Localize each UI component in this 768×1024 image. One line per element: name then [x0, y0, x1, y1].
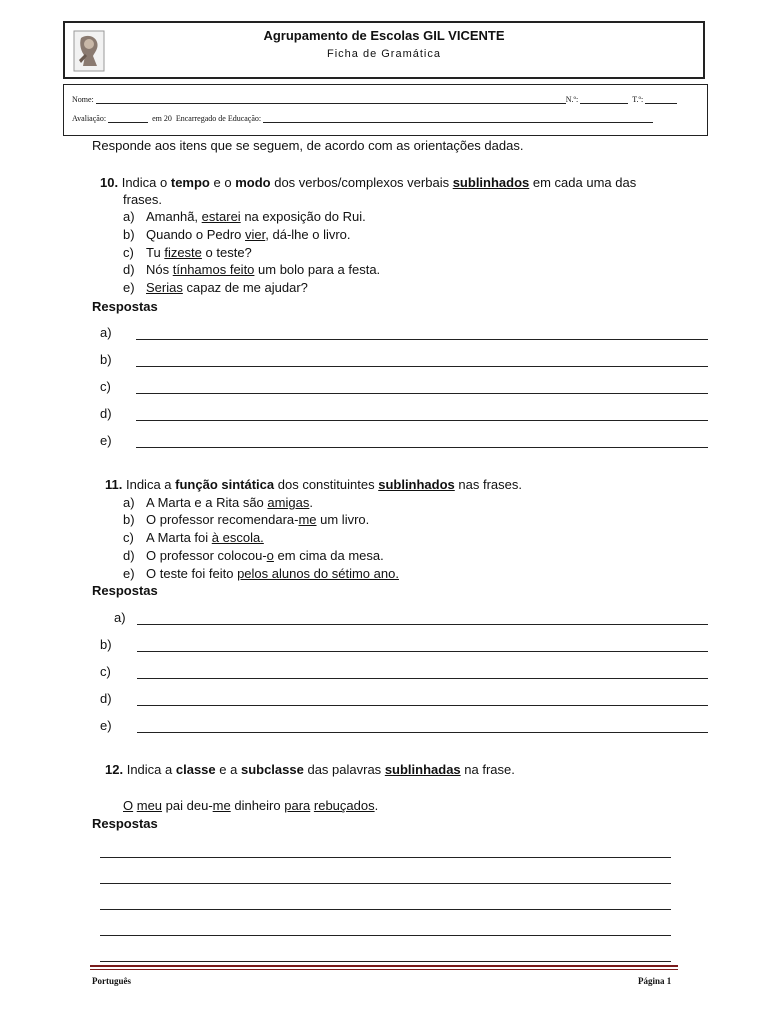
q11-item-pre: O teste foi feito	[146, 566, 234, 581]
q10-bold-tempo: tempo	[170, 175, 210, 190]
answer-line[interactable]	[136, 365, 708, 367]
q12-word-o: O	[123, 798, 134, 813]
q12-text-2: e a	[219, 762, 238, 777]
avaliacao-field[interactable]	[108, 114, 148, 123]
q11-answer-e	[100, 718, 708, 733]
q11-bold-sublinhados: sublinhados	[378, 477, 455, 492]
q12-word-me: me	[212, 798, 231, 813]
q11-number: 11.	[105, 477, 123, 492]
q10-item-c	[123, 245, 252, 260]
q11-text-2: dos constituintes	[277, 477, 375, 492]
q11-answer-b	[100, 637, 708, 652]
q10-answer-b	[100, 352, 708, 367]
answer-line[interactable]	[137, 677, 708, 679]
q10-item-underlined: Serias	[146, 280, 183, 295]
q10-answer-a	[100, 325, 708, 340]
q11-answer-a	[114, 610, 708, 625]
info-row-name	[72, 95, 700, 104]
q11-item-pre: O professor recomendara-	[146, 512, 299, 527]
answer-line[interactable]	[136, 446, 708, 448]
turma-label: T.º:	[632, 95, 644, 104]
q10-item-post: capaz de me ajudar?	[186, 280, 308, 295]
q11-text-3: nas frases.	[458, 477, 522, 492]
q10-item-letter: b)	[123, 227, 135, 242]
q12-period: .	[374, 798, 379, 813]
q10-text-4: em cada uma das	[532, 175, 637, 190]
q11-item-underlined: à escola.	[211, 530, 264, 545]
q11-item-letter: a)	[123, 495, 135, 510]
q12-heading	[105, 762, 515, 777]
turma-field[interactable]	[645, 95, 677, 104]
answer-line[interactable]	[137, 704, 708, 706]
q10-item-underlined: tínhamos feito	[172, 262, 255, 277]
q11-item-underlined: amigas	[267, 495, 310, 510]
q10-heading	[100, 175, 636, 190]
nome-label: Nome:	[72, 95, 94, 104]
numero-label: N.º:	[565, 95, 579, 104]
q11-item-pre: A Marta e a Rita são	[146, 495, 264, 510]
q10-item-pre: Quando o Pedro	[146, 227, 242, 242]
avaliacao-label: Avaliação:	[72, 114, 107, 123]
answer-letter: c)	[100, 379, 111, 394]
q11-item-a	[123, 495, 313, 510]
q10-bold-modo: modo	[235, 175, 271, 190]
q10-answer-e	[100, 433, 708, 448]
answer-letter: d)	[100, 406, 112, 421]
answer-line[interactable]	[137, 650, 708, 652]
q10-answer-d	[100, 406, 708, 421]
info-row-evaluation	[72, 114, 700, 123]
q11-item-letter: d)	[123, 548, 135, 563]
answer-line[interactable]	[136, 419, 708, 421]
q11-item-b	[123, 512, 369, 527]
answer-letter: a)	[100, 325, 112, 340]
q10-item-post: o teste?	[205, 245, 252, 260]
footer-page-number: Página 1	[638, 976, 672, 986]
q12-word-meu: meu	[136, 798, 163, 813]
q10-text-3: dos verbos/complexos verbais	[274, 175, 450, 190]
q11-answer-c	[100, 664, 708, 679]
q11-item-e	[123, 566, 399, 581]
q11-heading	[105, 477, 522, 492]
encarregado-label: Encarregado de Educação:	[175, 114, 262, 123]
q11-answer-d	[100, 691, 708, 706]
student-info-box	[63, 84, 708, 136]
date-text: em 20	[152, 114, 172, 123]
q11-item-underlined: o	[266, 548, 274, 563]
q10-item-pre: Tu	[146, 245, 161, 260]
q10-item-underlined: estarei	[201, 209, 241, 224]
q10-item-post: na exposição do Rui.	[244, 209, 366, 224]
q11-bold-funcao: função sintática	[175, 477, 275, 492]
answer-letter: d)	[100, 691, 112, 706]
q10-item-pre: Amanhã,	[146, 209, 199, 224]
numero-field[interactable]	[580, 95, 628, 104]
footer-rule-thick	[90, 965, 678, 967]
q11-item-letter: c)	[123, 530, 134, 545]
answer-line[interactable]	[137, 731, 708, 733]
answer-letter: b)	[100, 637, 112, 652]
q10-heading-line2: frases.	[123, 192, 163, 207]
q11-item-letter: b)	[123, 512, 135, 527]
q12-answer-line-2[interactable]	[100, 882, 671, 884]
q10-item-e	[123, 280, 308, 295]
nome-field[interactable]	[96, 95, 566, 104]
q10-item-pre: Nós	[146, 262, 170, 277]
q11-item-d	[123, 548, 384, 563]
q12-word-pai-deu: pai deu-	[165, 798, 213, 813]
answer-letter: a)	[114, 610, 126, 625]
intro-text: Responde aos itens que se seguem, de acordo com as orientações dadas.	[92, 138, 524, 153]
q11-item-c	[123, 530, 264, 545]
q11-text-1: Indica a	[125, 477, 172, 492]
q12-answer-line-3[interactable]	[100, 908, 671, 910]
q10-item-post: um bolo para a festa.	[258, 262, 381, 277]
q10-answer-c	[100, 379, 708, 394]
q10-number: 10.	[100, 175, 119, 190]
q11-item-underlined: pelos alunos do sétimo ano.	[237, 566, 399, 581]
q12-bold-subclasse: subclasse	[240, 762, 304, 777]
q10-respostas-label: Respostas	[92, 299, 158, 314]
q12-word-rebucados: rebuçados	[313, 798, 375, 813]
answer-letter: c)	[100, 664, 111, 679]
answer-letter: e)	[100, 433, 112, 448]
answer-line[interactable]	[136, 338, 708, 340]
answer-line[interactable]	[137, 623, 708, 625]
q10-bold-sublinhados: sublinhados	[452, 175, 530, 190]
worksheet-subtitle: Ficha de Gramática	[327, 48, 441, 60]
q10-item-underlined: fizeste	[164, 245, 202, 260]
q12-text-3: das palavras	[307, 762, 382, 777]
q10-item-underlined: vier	[245, 227, 266, 242]
q11-item-post: .	[309, 495, 313, 510]
footer-rule-thin	[90, 969, 678, 970]
q12-word-para: para	[284, 798, 311, 813]
q10-text-1: Indica o	[121, 175, 168, 190]
q11-item-letter: e)	[123, 566, 135, 581]
q12-answer-line-1[interactable]	[100, 856, 671, 858]
q10-item-letter: a)	[123, 209, 135, 224]
q11-item-pre: O professor colocou-	[146, 548, 267, 563]
q11-item-pre: A Marta foi	[146, 530, 209, 545]
q12-number: 12.	[105, 762, 124, 777]
q11-respostas-label: Respostas	[92, 583, 158, 598]
footer-subject: Português	[92, 976, 131, 986]
answer-line[interactable]	[136, 392, 708, 394]
q12-answer-line-5[interactable]	[100, 960, 671, 962]
q10-item-letter: c)	[123, 245, 134, 260]
q12-word-dinheiro: dinheiro	[234, 798, 281, 813]
q10-item-letter: e)	[123, 280, 135, 295]
answer-letter: b)	[100, 352, 112, 367]
answer-letter: e)	[100, 718, 112, 733]
q12-respostas-label: Respostas	[92, 816, 158, 831]
q12-sentence	[123, 798, 378, 813]
q12-answer-line-4[interactable]	[100, 934, 671, 936]
q10-item-d	[123, 262, 380, 277]
q11-item-post: um livro.	[320, 512, 370, 527]
q12-bold-classe: classe	[175, 762, 216, 777]
q12-text-1: Indica a	[126, 762, 173, 777]
q12-text-4: na frase.	[464, 762, 515, 777]
encarregado-field[interactable]	[263, 114, 653, 123]
q11-item-underlined: me	[298, 512, 317, 527]
q10-item-b	[123, 227, 351, 242]
q11-item-post: em cima da mesa.	[277, 548, 384, 563]
q10-item-a	[123, 209, 366, 224]
q10-text-2: e o	[213, 175, 232, 190]
q12-bold-sublinhadas: sublinhadas	[384, 762, 461, 777]
school-name: Agrupamento de Escolas GIL VICENTE	[263, 28, 505, 43]
q10-item-post: , dá-lhe o livro.	[265, 227, 351, 242]
q10-item-letter: d)	[123, 262, 135, 277]
